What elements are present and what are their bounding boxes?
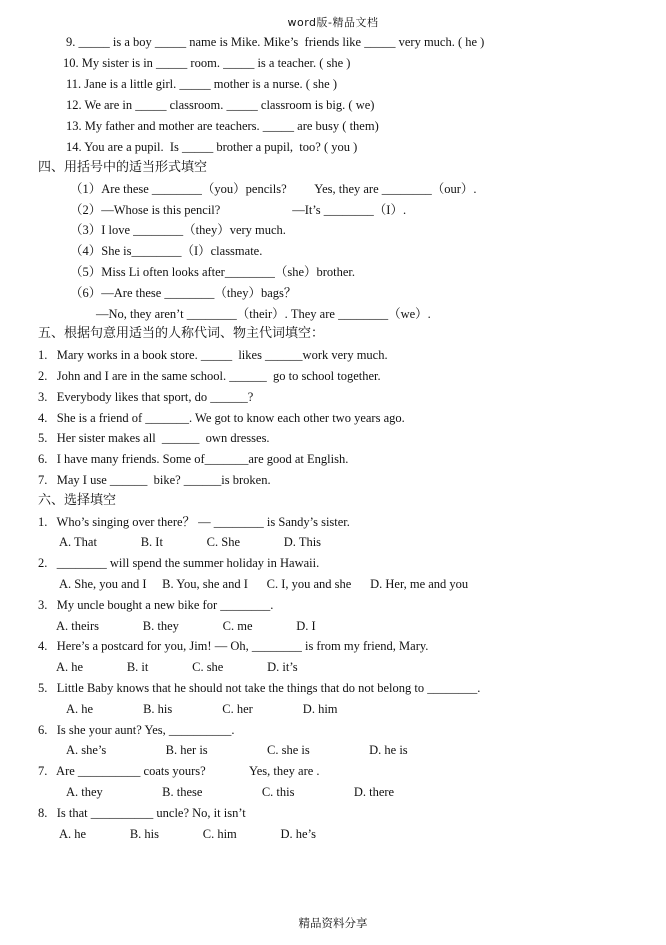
text-line: 13. My father and mother are teachers. _____ are busy ( them) bbox=[66, 119, 379, 133]
text-line: 6. I have many friends. Some of_______are good at English. bbox=[38, 452, 349, 466]
text-line: （5）Miss Li often looks after________（she）brother. bbox=[70, 265, 356, 279]
text-line: A. She, you and I B. You, she and I C. I, you and she D. Her, me and you bbox=[59, 577, 469, 591]
text-line: A. she’s B. her is C. she is D. he is bbox=[66, 743, 408, 757]
text-line: A. they B. these C. this D. there bbox=[66, 785, 395, 799]
text-line: 1. Mary works in a book store. _____ likes ______work very much. bbox=[38, 348, 388, 362]
text-line: （4）She is________（I）classmate. bbox=[70, 244, 263, 258]
section-heading: 六、选择填空 bbox=[38, 493, 117, 508]
text-line: （1）Are these ________（you）pencils? Yes, they are ________（our）. bbox=[70, 182, 477, 196]
text-line: 1. Who’s singing over there？ — ________ is Sandy’s sister. bbox=[38, 515, 350, 529]
page-footer: 精品资料分享 bbox=[298, 916, 368, 930]
text-line: —No, they aren’t ________（their）. They are ________（we）. bbox=[96, 307, 431, 321]
text-line: A. That B. It C. She D. This bbox=[59, 535, 322, 549]
text-line: 11. Jane is a little girl. _____ mother is a nurse. ( she ) bbox=[66, 77, 338, 91]
section-heading: 五、根据句意用适当的人称代词、物主代词填空： bbox=[38, 326, 325, 341]
text-line: 9. _____ is a boy _____ name is Mike. Mike’s friends like _____ very much. ( he ) bbox=[66, 35, 485, 49]
text-line: A. theirs B. they C. me D. I bbox=[56, 619, 316, 633]
text-line: 2. John and I are in the same school. ______ go to school together. bbox=[38, 369, 381, 383]
text-line: 2. ________ will spend the summer holiday in Hawaii. bbox=[38, 556, 320, 570]
text-line: 7. Are __________ coats yours? Yes, they are . bbox=[38, 764, 320, 778]
text-line: 4. She is a friend of _______. We got to know each other two years ago. bbox=[38, 411, 405, 425]
text-line: 12. We are in _____ classroom. _____ classroom is big. ( we) bbox=[66, 98, 375, 112]
text-line: （2）—Whose is this pencil? —It’s ________（I）. bbox=[70, 203, 407, 217]
text-line: 3. My uncle bought a new bike for ________. bbox=[38, 598, 274, 612]
text-line: A. he B. his C. her D. him bbox=[66, 702, 338, 716]
page-header: word版-精品文档 bbox=[287, 16, 379, 29]
text-line: 7. May I use ______ bike? ______is broken. bbox=[38, 473, 271, 487]
text-line: 3. Everybody likes that sport, do ______? bbox=[38, 390, 254, 404]
text-line: 6. Is she your aunt? Yes, __________. bbox=[38, 723, 235, 737]
text-line: A. he B. it C. she D. it’s bbox=[56, 660, 298, 674]
section-heading: 四、用括号中的适当形式填空 bbox=[38, 160, 208, 175]
text-line: （6）—Are these ________（they）bags？ bbox=[70, 286, 297, 300]
text-line: 5. Little Baby knows that he should not take the things that do not belong to ________. bbox=[38, 681, 481, 695]
text-line: （3）I love ________（they）very much. bbox=[70, 223, 286, 237]
text-line: 8. Is that __________ uncle? No, it isn’t bbox=[38, 806, 246, 820]
text-line: 4. Here’s a postcard for you, Jim! — Oh, ________ is from my friend, Mary. bbox=[38, 639, 429, 653]
text-line: A. he B. his C. him D. he’s bbox=[59, 827, 316, 841]
text-line: 14. You are a pupil. Is _____ brother a pupil, too? ( you ) bbox=[66, 140, 358, 154]
text-line: 10. My sister is in _____ room. _____ is a teacher. ( she ) bbox=[63, 56, 351, 70]
text-line: 5. Her sister makes all ______ own dresses. bbox=[38, 431, 270, 445]
